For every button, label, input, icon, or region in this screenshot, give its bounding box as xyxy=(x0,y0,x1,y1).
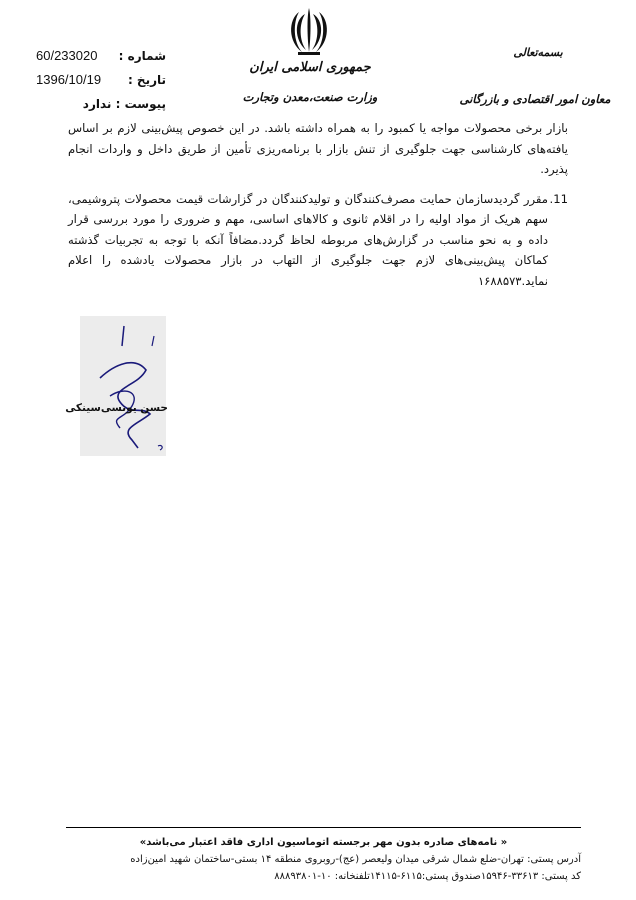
signature-scribble-icon xyxy=(65,316,168,456)
bismillah-text: بسمه‌تعالی xyxy=(513,46,563,59)
country-name: جمهوری اسلامی ایران xyxy=(249,60,371,75)
letter-meta xyxy=(36,44,166,116)
letter-footer xyxy=(66,834,581,885)
deputy-title: معاون امور اقتصادی و بازرگانی xyxy=(459,92,611,106)
item-text: مقرر گردیدسازمان حمایت مصرف‌کنندگان و تولیدکنندگان در گزارشات قیمت محصولات پتروشیمی، سهم هریک از مواد اولیه را در اقلام ثانوی و کالاهای اساسی، مهم و ضروری را مورد بررسی قرار داده و به نحو مناسب در گزارش‌های مربوطه لحاظ گردد.مضافاً آنکه با توجه به تجربیات گذشته کماکان پیش‌بینی‌های لازم جهت جلوگیری از التهاب در بازار محصولات یادشده را اعلام نماید.۱۶۸۸۵۷۳ xyxy=(68,191,548,288)
footer-address: آدرس پستی: تهران-ضلع شمال شرقی میدان ولیعصر (عج)-روبروی منطقه ۱۴ بستی-ساختمان شهید امین‌زاده xyxy=(130,854,581,865)
signature-box xyxy=(65,316,168,456)
number-row xyxy=(36,44,166,68)
letter-body xyxy=(68,118,568,291)
ministry-name: وزارت صنعت،معدن وتجارت xyxy=(242,90,378,104)
list-item xyxy=(68,189,568,292)
footer-postal: کد پستی: ۳۳۶۱۳-۱۵۹۴۶صندوق پستی:۶۱۱۵-۱۴۱۱۵تلفنخانه: ۱۰-۸۸۸۹۳۸۰۱ xyxy=(274,871,581,882)
date-row xyxy=(36,68,166,92)
attachment-row xyxy=(36,92,166,116)
signatory-name: حسن یونسی‌سینکی xyxy=(65,402,168,414)
body-paragraph: بازار برخی محصولات مواجه یا کمبود را به همراه داشته باشد. در این خصوص پیش‌بینی لازم بر اساس یافته‌های کارشناسی جهت جلوگیری از تنش بازار با برنامه‌ریزی تأمین از طریق داخل و واردات انجام پذیرد. xyxy=(68,121,568,176)
number-label: شماره : xyxy=(118,49,166,63)
item-number: 11. xyxy=(549,191,568,206)
footer-divider xyxy=(66,827,581,828)
number-value: 60/233020 xyxy=(36,48,98,63)
attachment-label: پیوست : ندارد xyxy=(82,97,166,111)
footer-notice: « نامه‌های صادره بدون مهر برجسته اتوماسیون اداری فاقد اعتبار می‌باشد» xyxy=(139,837,508,848)
date-label: تاریخ : xyxy=(127,73,166,87)
iran-emblem-icon xyxy=(284,6,334,56)
date-value: 1396/10/19 xyxy=(36,72,102,87)
